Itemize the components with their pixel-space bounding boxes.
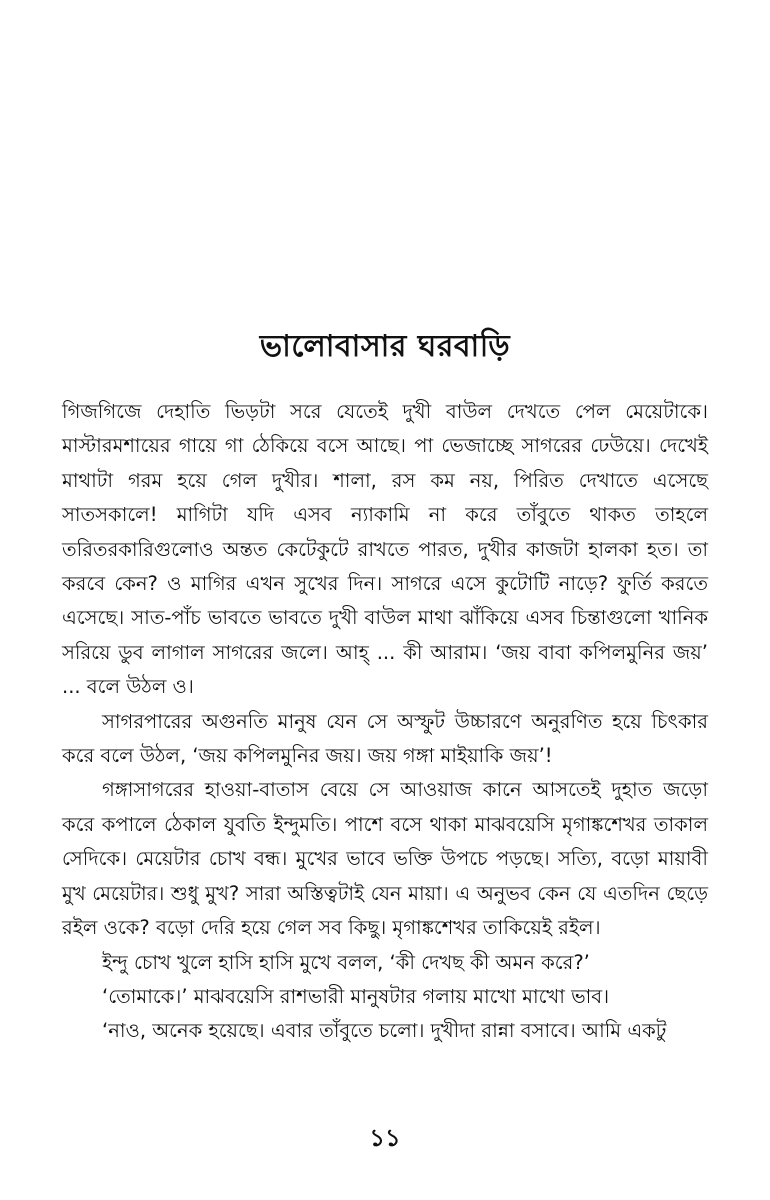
page-number: ১১ [369,1124,401,1152]
paragraph-6: ‘নাও, অনেক হয়েছে। এবার তাঁবুতে চলো। দুখীদা রান্না বসাবে। আমি একটু [102,1019,667,1043]
paragraph-1: গিজগিজে দেহাতি ভিড়টা সরে যেতেই দুখী বাউল দেখতে পেল মেয়েটাকে। মাস্টারমশায়ের গায়ে গা ঠেকিয়ে বসে আছে। পা ভেজাচ্ছে সাগরের ঢেউয়ে। দেখেই মাথাটা গরম হয়ে গেল দুখীর। শালা, রস কম নয়, পিরিত দেখাতে এসেছে সাতসকালে! মাগিটা যদি এসব ন্যাকামি না করে তাঁবুতে থাকত তাহলে তরিতরকারিগুলোও অন্তত কেটেকুটে রাখতে পারত, দুখীর কাজটা হালকা হত। তা করবে কেন? ও মাগির এখন সুখের দিন। সাগরে এসে কুটোটি নাড়ে? ফুর্তি করতে এসেছে। সাত-পাঁচ ভাবতে ভাবতে দুখী বাউল মাথা ঝাঁকিয়ে এসব চিন্তাগুলো খানিক সরিয়ে ডুব লাগাল সাগরের জলে। আহ্ ... কী আরাম। ‘জয় বাবা কপিলমুনির জয়’ ... বলে উঠল ও। [62,400,708,699]
paragraph-5: ‘তোমাকে।’ মাঝবয়েসি রাশভারী মানুষটার গলায় মাখো মাখো ভাব। [102,984,610,1008]
paragraph-4: ইন্দু চোখ খুলে হাসি হাসি মুখে বলল, ‘কী দেখছ কী অমন করে?’ [102,950,590,974]
chapter-title: ভালোবাসার ঘরবাড়ি [259,329,511,364]
paragraph-3: গঙ্গাসাগরের হাওয়া-বাতাস বেয়ে সে আওয়াজ কানে আসতেই দুহাত জড়ো করে কপালে ঠেকাল যুবতি ইন্দুমতি। পাশে বসে থাকা মাঝবয়েসি মৃগাঙ্কশেখর তাকাল সেদিকে। মেয়েটার চোখ বন্ধ। মুখের ভাবে ভক্তি উপচে পড়ছে। সত্যি, বড়ো মায়াবী মুখ মেয়েটার। শুধু মুখ? সারা অস্তিত্বটাই যেন মায়া। এ অনুভব কেন যে এতদিন ছেড়ে রইল ওকে? বড়ো দেরি হয়ে গেল সব কিছু। মৃগাঙ্কশেখর তাকিয়েই রইল। [62,778,708,940]
body-text [62,395,708,1049]
paragraph-2: সাগরপারের অগুনতি মানুষ যেন সে অস্ফুট উচ্চারণে অনুরণিত হয়ে চিৎকার করে বলে উঠল, ‘জয় কপিলমুনির জয়। জয় গঙ্গা মাইয়াকি জয়’! [62,709,708,768]
